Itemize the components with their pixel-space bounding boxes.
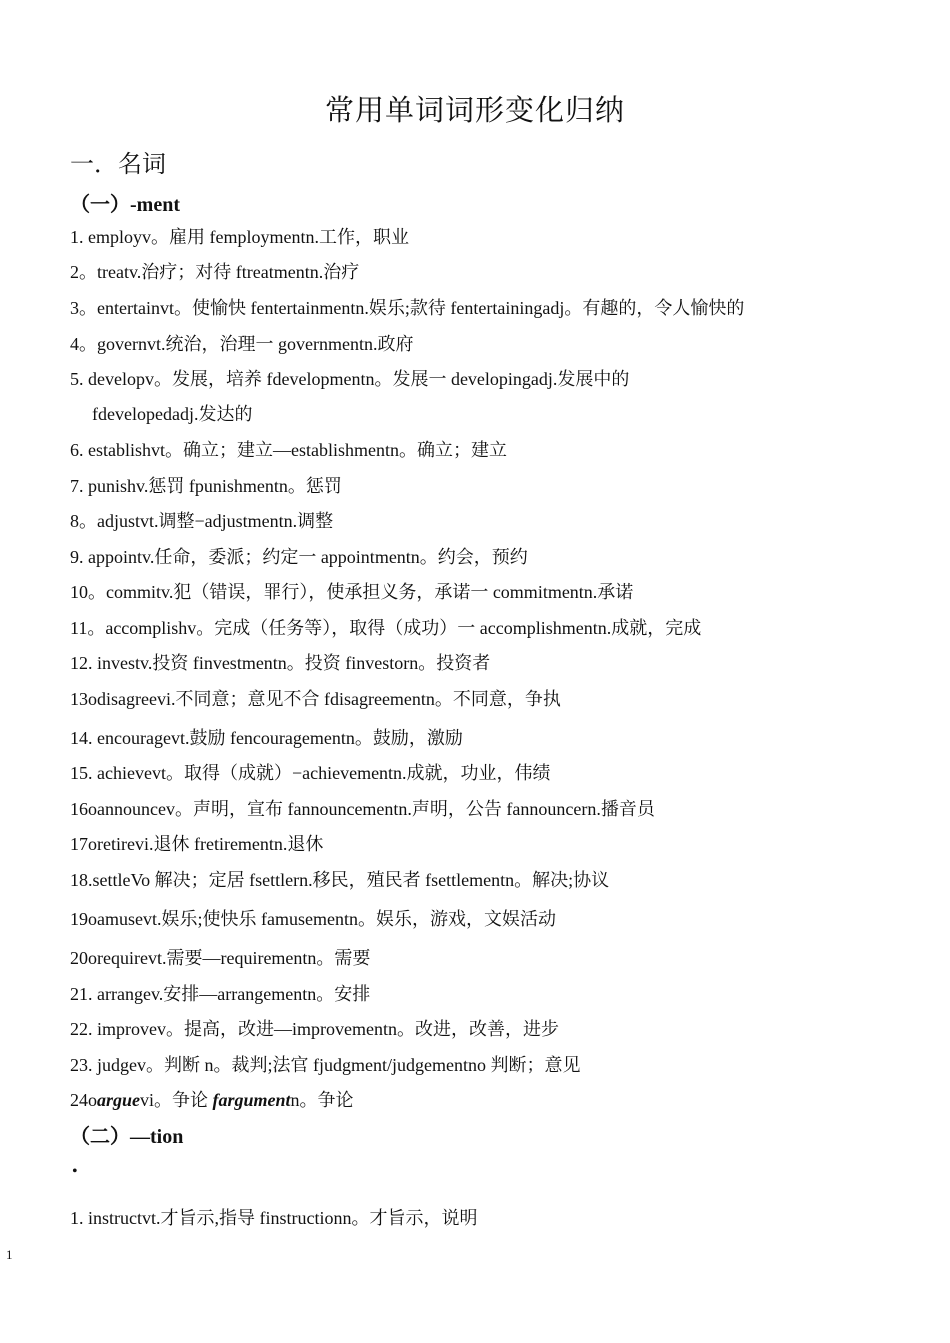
list-item: 9. appointv.任命，委派；约定一 appointmentn。约会，预约 — [70, 547, 528, 567]
item-24-mid: vi。争论 — [140, 1090, 213, 1110]
list-item: 2。treatv.治疗；对待 ftreatmentn.治疗 — [70, 262, 360, 282]
list-item: 11。accomplishv。完成（任务等），取得（成功）一 accomplishmentn.成就，完成 — [70, 618, 702, 638]
list-item: 6. establishvt。确立；建立—establishmentn。确立；建立 — [70, 440, 507, 460]
list-item: 12. investv.投资 finvestmentn。投资 finvestorn。投资者 — [70, 653, 491, 673]
page-number: 1 — [6, 1247, 13, 1262]
list-item: 15. achievevt。取得（成就）−achievementn.成就，功业，伟绩 — [70, 763, 551, 783]
document-title: 常用单词词形变化归纳 — [324, 93, 625, 127]
item-24-suffix: n。争论 — [290, 1090, 354, 1110]
list-item: 3。entertainvt。使愉快 fentertainmentn.娱乐;款待 fentertainingadj。有趣的，令人愉快的 — [70, 298, 745, 318]
list-item-24 — [70, 1088, 354, 1112]
list-item: 7. punishv.惩罚 fpunishmentn。惩罚 — [70, 476, 342, 496]
subsection-heading-tion: （二）—tion — [70, 1126, 184, 1148]
list-item-continuation: fdevelopedadj.发达的 — [92, 404, 253, 424]
list-item: 23. judgev。判断 n。裁判;法官 fjudgment/judgementno 判断；意见 — [70, 1055, 581, 1075]
item-24-word-argument: fargument — [212, 1090, 291, 1110]
item-24-word-argue: argue — [97, 1090, 141, 1110]
subsection-heading-ment: （一）-ment — [70, 194, 180, 216]
list-item: 4。governvt.统治，治理一 governmentn.政府 — [70, 334, 414, 354]
list-item: 20orequirevt.需要—requirementn。需要 — [70, 948, 371, 968]
list-item: 16oannouncev。声明，宣布 fannouncementn.声明，公告 fannouncern.播音员 — [70, 799, 655, 819]
list-item: 19oamusevt.娱乐;使快乐 famusementn。娱乐，游戏，文娱活动 — [70, 909, 556, 929]
list-item: 5. developv。发展，培养 fdevelopmentn。发展一 developingadj.发展中的 — [70, 369, 630, 389]
list-item: 10。commitv.犯（错误，罪行），使承担义务，承诺一 commitmentn.承诺 — [70, 582, 634, 602]
list-item: 21. arrangev.安排—arrangementn。安排 — [70, 984, 371, 1004]
list-item: 8。adjustvt.调整−adjustmentn.调整 — [70, 511, 334, 531]
list-item: 1. instructvt.才旨示,指导 finstructionn。才旨示，说明 — [70, 1208, 478, 1228]
bullet-mark: • — [72, 1163, 78, 1180]
section-heading-nouns: 一．名词 — [70, 150, 166, 178]
list-item: 17oretirevi.退休 fretirementn.退休 — [70, 834, 324, 854]
item-24-prefix: 24o — [70, 1090, 97, 1110]
list-item: 14. encouragevt.鼓励 fencouragementn。鼓励，激励 — [70, 728, 463, 748]
list-item: 13odisagreevi.不同意；意见不合 fdisagreementn。不同意，争执 — [70, 689, 561, 709]
list-item: 22. improvev。提高，改进—improvementn。改进，改善，进步 — [70, 1019, 559, 1039]
list-item: 1. employv。雇用 fеmploymentn.工作，职业 — [70, 227, 409, 247]
list-item: 18.settleVo 解决；定居 fsettlern.移民，殖民者 fsettlementn。解决;协议 — [70, 870, 610, 890]
